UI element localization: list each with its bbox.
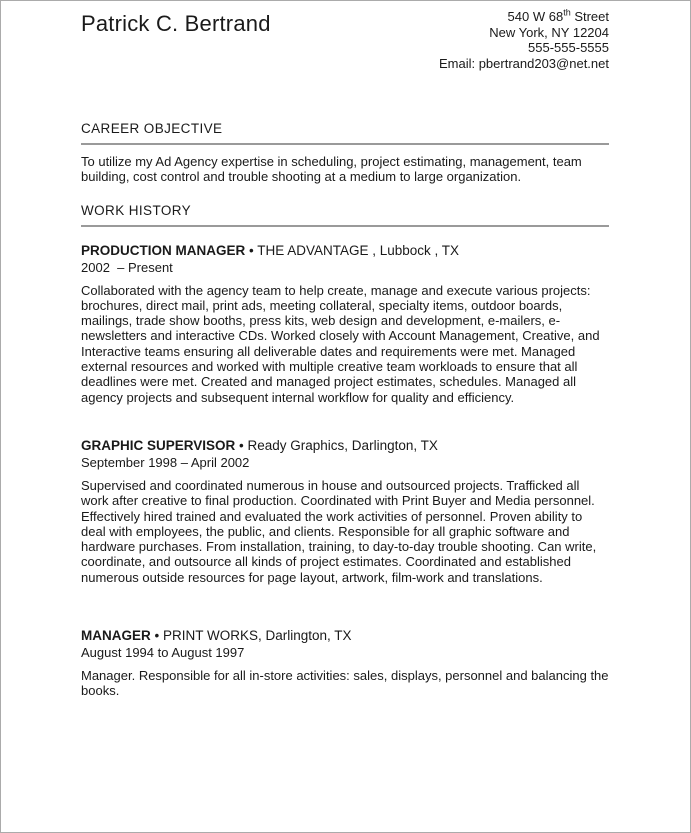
work-history-heading: WORK HISTORY xyxy=(81,203,609,227)
contact-block xyxy=(439,9,609,71)
career-objective-heading: CAREER OBJECTIVE xyxy=(81,121,609,145)
job-title-separator: • xyxy=(235,437,248,453)
contact-street-line xyxy=(439,9,609,25)
career-objective-text: To utilize my Ad Agency expertise in scheduling, project estimating, management, team building, cost control and trouble shooting at a medium to large organization. xyxy=(81,154,582,185)
job-company-location: THE ADVANTAGE , Lubbock , TX xyxy=(257,242,460,258)
job-title: MANAGER xyxy=(81,628,151,644)
job-title-separator: • xyxy=(245,242,258,258)
resume-header xyxy=(81,9,609,71)
job-entry-production-manager xyxy=(81,242,609,405)
job-company-location: PRINT WORKS, Darlington, TX xyxy=(162,628,352,644)
job-company-location: Ready Graphics, Darlington, TX xyxy=(247,437,438,453)
job-title: GRAPHIC SUPERVISOR xyxy=(81,437,236,453)
job-entry-graphic-supervisor xyxy=(81,437,609,585)
job-title-separator: • xyxy=(150,628,163,644)
contact-phone-line: 555-555-5555 xyxy=(528,40,609,55)
job-dates: August 1994 to August 1997 xyxy=(81,645,245,661)
contact-city-line: New York, NY 12204 xyxy=(489,24,609,40)
job-description: Manager. Responsible for all in-store activities: sales, displays, personnel and balancing the books. xyxy=(81,668,609,699)
contact-street-base: 540 W 68 xyxy=(507,9,564,24)
job-title-line xyxy=(81,627,609,644)
job-title: PRODUCTION MANAGER xyxy=(81,242,246,258)
job-description: Collaborated with the agency team to help create, manage and execute various projects: brochures, direct mail, print ads, meeting collateral, specialty items, outdoor boards, mailings, trade show booths, press kits, web design and development, e-mailers, e-newsletters and interactive CDs. Worked closely with Account Management, Creative, and Interactive teams ensuring all deliverable dates and requirements were met. Managed external resources and worked with multiple creative team workloads to ensure that all deadlines were met. Created and managed project estimates, schedules. Managed all agency projects and subsequent internal workflow for quality and efficiency. xyxy=(81,282,600,405)
contact-email-line: Email: pbertrand203@net.net xyxy=(438,55,609,71)
job-dates: September 1998 – April 2002 xyxy=(81,454,250,470)
contact-street-ordinal: th xyxy=(563,7,571,18)
job-dates: 2002 – Present xyxy=(81,259,173,275)
job-title-line xyxy=(81,437,609,454)
job-description: Supervised and coordinated numerous in house and outsourced projects. Trafficked all work after creative to final production. Coordinated with Print Buyer and Media personnel. Effectively hired trained and evaluated the work activities of personnel. Proven ability to deal with employees, the public, and clients. Responsible for all graphic software and hardware purchases. From installation, training, to day-to-day trouble shooting. Can write, coordinate, and outsource all kinds of project estimates. Coordinated and established numerous outside resources for page layout, artwork, film-work and translations. xyxy=(81,477,597,585)
person-name: Patrick C. Bertrand xyxy=(81,11,271,36)
contact-street-rest: Street xyxy=(570,9,609,24)
job-title-line xyxy=(81,242,609,259)
job-entry-manager xyxy=(81,627,609,699)
